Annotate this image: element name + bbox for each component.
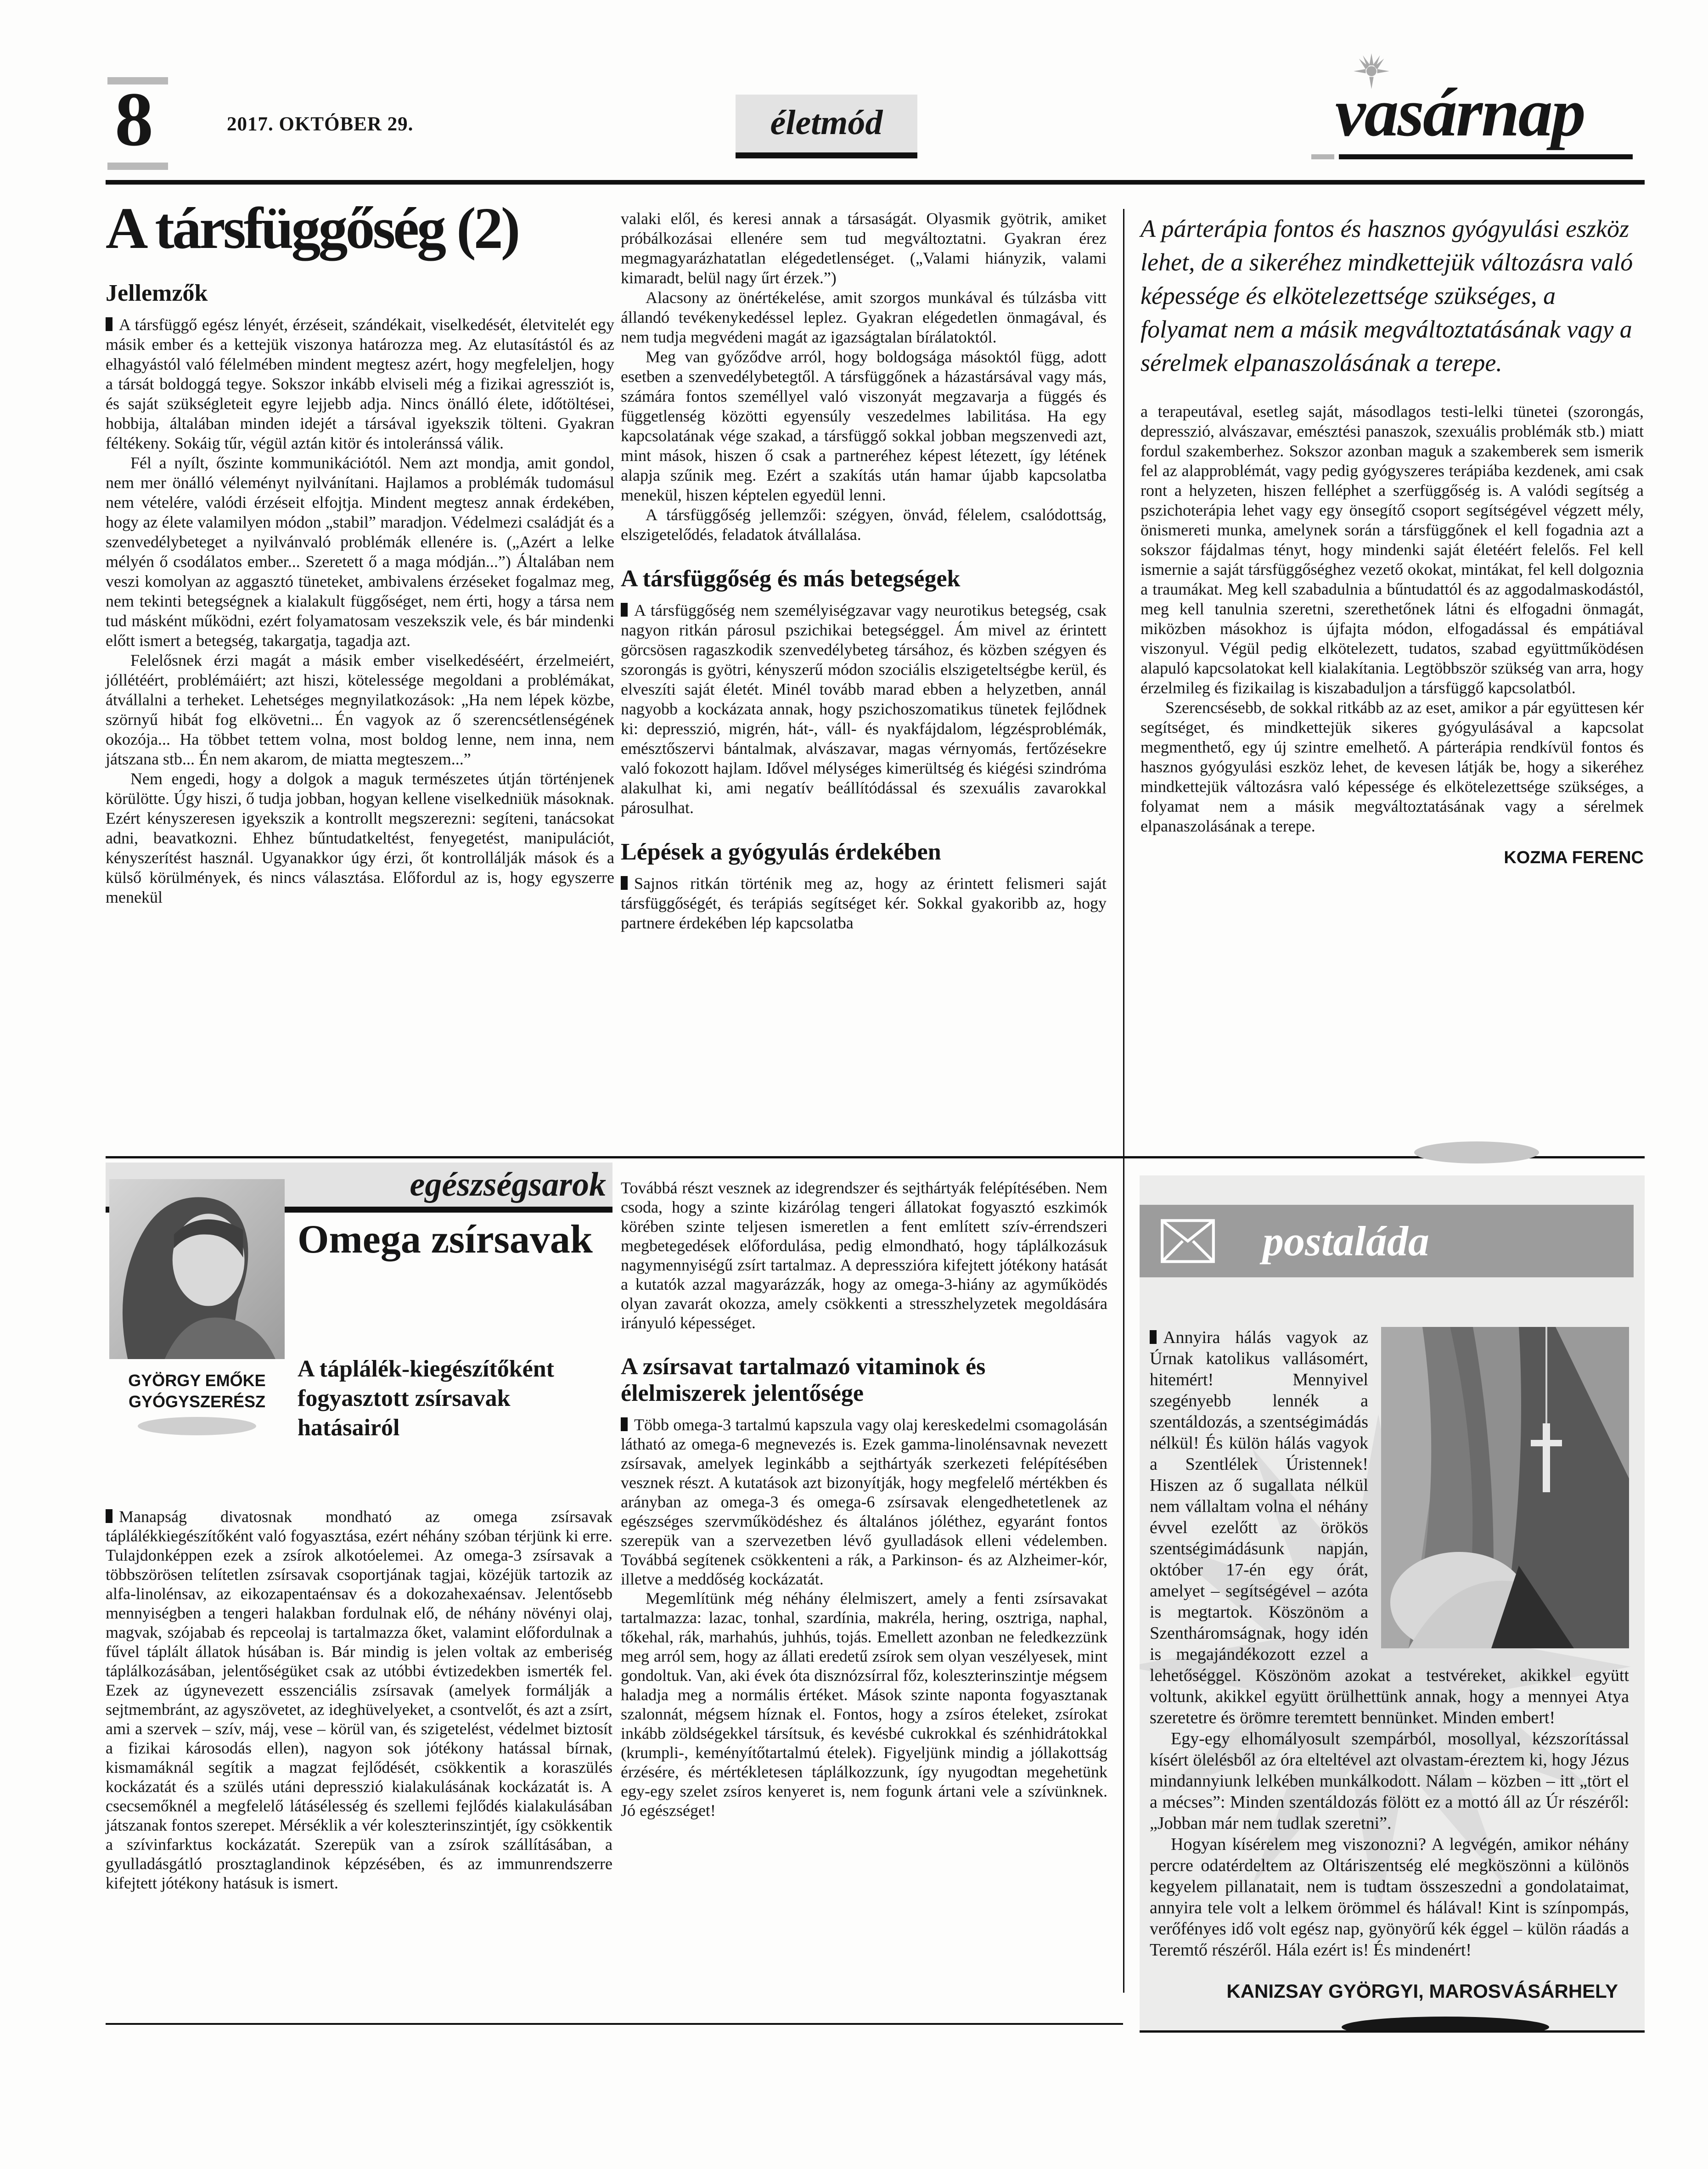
- page-number-bottom-bar: [107, 163, 168, 170]
- article-paragraph: Továbbá részt vesznek az idegrendszer és sejthártyák felépítésében. Nem csoda, hogy a szinte kizárólag tengeri állatokat fogyasztó eszkimók körében szinte teljesen ismeretlen a fent említett szív-érrendszeri megbetegedések előfordulása, pedig elmondható, hogy táplálkozásuk nagymennyiségű zsírt tartalmaz. A depresszióra kifejtett jótékony hatását a kutatók azzal magyarázzák, hogy az omega-3-hiány az agyműködés olyan zavarát okozza, amely csökkenti a stresszhelyzetek megoldására irányuló képességet.: [621, 1179, 1107, 1332]
- article-paragraph: A társfüggőség jellemzői: szégyen, önvád, félelem, csalódottság, elszigetelődés, feladatok átvállalása.: [621, 506, 1107, 544]
- health-col2-blocks: [621, 1178, 1107, 1820]
- pharmacist-portrait-photo: [109, 1179, 285, 1359]
- mailbox-module: [1140, 1175, 1645, 2033]
- article-paragraph: Megemlítünk még néhány élelmiszert, amely a fenti zsírsavakat tartalmazza: lazac, tonhal, szardínia, makréla, hering, osztriga, naphal, tőkehal, rák, marhahús, juhhús, tojás. Emellett azonban ne feledkezzünk meg arról sem, hogy az állati eredetű zsírok sem olyan veszélyesek, mint gondoltuk. Van, aki évek óta disznózsírral főz, koleszterinszintje mégsem haladja meg a normális értéket. Mások szinte naponta fogyasztanak szalonnát, mégsem híznak el. Fontos, hogy a zsíros ételeket, zsírokat inkább zöldségekkel társítsuk, és kevésbé cukrokkal és szénhidrátokkal (krumpli-, keményítőtartalmú ételek). Figyeljünk mindig a jóllakottság érzésére, és mértékletesen táplálkozzunk, így nyugodtan megehetünk egy-egy szelet zsíros kenyeret is, nem fogunk ártani vele a szívünknek. Jó egészséget!: [621, 1589, 1107, 1820]
- issue-date: 2017. OKTÓBER 29.: [227, 113, 414, 135]
- article-paragraph: Meg van győződve arról, hogy boldogsága másoktól függ, adott esetben a szenvedélybetegtől. A társfüggőnek a házastársával vagy más, számára fontos személlyel való viszonyát megzavarja a függés és függetlenség közötti egyensúly veszedelmes labilitása. Ha egy kapcsolatának vége szakad, a társfüggő sokkal jobban megszenvedi azt, mint mások, hiszen ő csak a partneréhez képest létezett, így létének alapja szűnik meg. Ezért a szakítás után hamar újabb kapcsolatba menekül, hiszen képtelen egyedül lenni.: [621, 348, 1107, 504]
- mailbox-banner: [1140, 1205, 1634, 1277]
- article-paragraph: Alacsony az önértékelése, amit szorgos munkával és túlzásba vitt állandó tevékenykedéssel leplez. Gyakran elégedetlen önmagával, és nem tudja megvédeni magát az igazságtalan bírálatoktól.: [621, 288, 1107, 346]
- section-subheading: Lépések a gyógyulás érdekében: [621, 839, 941, 865]
- main-article-column-2: [621, 209, 1107, 933]
- header-rule: [106, 180, 1645, 185]
- article-paragraph: Annyira hálás vagyok az Úrnak katolikus vallásomért, hitemért! Mennyivel szegényebb lennék a szentáldozás, a szentségimádás nélkül! És külön hálás vagyok a Szentlélek Úristennek! Hiszen az ő sugallata nélkül nem vállaltam volna el néhány évvel ezelőtt az örökös szentségimádásunk napján, október 17-én egy órát, amelyet – segítségével – azóta is megtartok. Köszönöm a Szentháromságnak, hogy idén is megajándékozott ezzel a lehetőséggel. Köszönöm azokat a testvéreket, akikkel együtt voltunk, akikkel együtt örülhettünk annak, hogy a mennyei Atya szeretetre és örömre teremtett bennünket. Minden embert!: [1150, 1328, 1629, 1727]
- mailbox-label: postaláda: [1263, 1218, 1429, 1264]
- caption-ellipse-decoration: [138, 1417, 256, 1435]
- mailbox-ellipse-decoration: [1342, 2017, 1549, 2033]
- section-badge-label: életmód: [770, 103, 883, 142]
- article-byline: KOZMA FERENC: [1504, 848, 1644, 867]
- main-col1-blocks: [106, 280, 614, 907]
- health-col1-blocks: [106, 1507, 612, 1893]
- bottom-rule: [106, 2023, 1123, 2025]
- health-headline: Omega zsírsavak: [298, 1217, 593, 1262]
- article-paragraph: Szerencsésebb, de sokkal ritkább az az eset, amikor a pár együttesen kér segítséget, és mindkettejük sikeres gyógyulásával a kapcsolat megmenthető, egy új szintre emelhető. A párterápia rendkívül fontos és hasznos gyógyulási eszköz lehet, de kevesen látják be, hogy a sikeréhez mindkettejük változásra való képessége és elkötelezettsége szükséges, a folyamat nem a másik megváltoztatásának vagy a sérelmek elpanaszolásának a terepe.: [1141, 698, 1644, 835]
- photo-caption: [109, 1370, 285, 1412]
- article-paragraph: Sajnos ritkán történik meg az, hogy az érintett felismeri saját társfüggőségét, és terápiás segítséget kér. Sokkal gyakoribb az, hogy partnere érdekében lép kapcsolatba: [621, 874, 1107, 932]
- article-paragraph: Manapság divatosnak mondható az omega zsírsavak táplálékkiegészítőként való fogyasztása, ezért néhány szóban térjünk ki erre. Tulajdonképpen ezek a zsírok alkotóelemei. Az omega-3 zsírsavak a többszörösen telítetlen zsírsavak csoportjának tagjai, közéjük tartozik az alfa-linolénsav, az eikozapentaénsav és a dokozahexaénsav. Jelentősebb mennyiségben a tengeri halakban fordulnak elő, de néhány növényi olaj, magvak, szójabab és repceolaj is tartalmazza őket, valamint előfordulnak a fűvel táplált állatok húsában is. Bár mindig is jelen voltak az emberiség táplálkozásában, jelentőségüket csak az utóbbi évtizedekben ismerték fel. Ezek az úgynevezett esszenciális zsírsavak (amelyek formálják a sejtmembránt, az agyszövetet, az ideghüvelyeket, a csontvelőt, és azt a zsírt, ami a szervek – szív, máj, vese – körül van, és szigetelést, védelmet biztosít a fizikai károsodás ellen), nagyon sok jótékony hatással bírnak, kismamáknál segítik a magzat fejlődését, csökkentik a koraszülés kockázatát és a szülés utáni depresszió kialakulásának kockázatát is. A csecsemőknél a megfelelő látásélesség és szellemi fejlődés kialakulásában játszanak fontos szerepet. Mérséklik a vér koleszterinszintjét, így csökkentik a szívinfarktus kockázatát. Szerepük van a zsírok szállításában, a gyulladásgátló prosztaglandinok képzésében, és az immunrendszerre kifejtett jótékony hatásuk is ismert.: [106, 1507, 612, 1892]
- masthead-gray-bar: [1311, 154, 1334, 159]
- section-subheading: Jellemzők: [106, 280, 208, 307]
- main-article-column-3: [1141, 212, 1644, 868]
- masthead-title: vasárnap: [1335, 74, 1584, 151]
- caption-role: GYÓGYSZERÉSZ: [128, 1392, 266, 1411]
- article-paragraph: valaki elől, és keresi annak a társaságát. Olyasmik gyötrik, amiket próbálkozásai ellenére sem tud megváltoztatni. Gyakran érez megmagyarázhatatlan elégedetlenséget. („Valami hiányzik, valami kimaradt, belül nagy űrt érzek.”): [621, 209, 1107, 287]
- letter-signature: KANIZSAY GYÖRGYI, MAROSVÁSÁRHELY: [1226, 1980, 1618, 2002]
- masthead: [1311, 73, 1651, 161]
- main-col3-blocks: [1141, 402, 1644, 836]
- divider-ellipse-decoration: [1414, 1141, 1539, 1163]
- article-paragraph: Felelősnek érzi magát a másik ember viselkedéséért, érzelmeiért, jóllétéért, problémáiért; azt hiszi, kötelessége megoldani a problémákat, átvállalni a terheket. Lehetséges megnyilatkozások: „Ha nem lépek közbe, szörnyű hibát fog elkövetni... Én vagyok az ő szerencsétlenségének okozója... Ha többet tettem volna, most boldog lenne, nem inna, nem játszana stb... Én nem akarom, de miatta megteszem...”: [106, 651, 614, 769]
- column-divider-rule: [1123, 209, 1124, 1993]
- article-paragraph: Több omega-3 tartalmú kapszula vagy olaj kereskedelmi csomagolásán látható az omega-6 megnevezés is. Ezek gamma-linolénsavnak nevezett zsírsavak, amelyek leginkább a sejthártyák szerkezeti felépítésében vesznek részt. A kutatások azt bizonyítják, hogy megfelelő mértékben és arányban az omega-3 és omega-6 zsírsavak elengedhetetlenek az egészséges szervműködéshez és általános jóléthez, egyaránt fontos szerepük van a szervezetben lévő gyulladások elleni védelemben. Továbbá segítenek csökkenteni a rák, a Parkinson- és az Alzheimer-kór, illetve a meddőség kockázatát.: [621, 1416, 1107, 1588]
- masthead-rule: [1339, 154, 1633, 159]
- page-number: 8: [115, 77, 153, 162]
- section-subheading: A társfüggőség és más betegségek: [621, 566, 961, 592]
- article-paragraph: Fél a nyílt, őszinte kommunikációtól. Nem azt mondja, amit gondol, nem mer önálló véleményt nyilvánítani. Hajlamos a problémák tudomásul nem vételére, valódi érzéseit elfojtja. Mindent megtesz annak érdekében, hogy az élete valamilyen módon „stabil” maradjon. Védelmezi családját és a szenvedélybeteget a nyilvánvaló problémák ellenére is. („Azért a lelke mélyén ő csodálatos ember... Szeretett ő a maga módján...”) Általában nem veszi komolyan az aggasztó tüneteket, ambivalens érzéseket fogalmaz meg, nem tekinti betegségnek a kialakult függőséget, nem érti, hogy a társa nem tud másként működni, ezért folyamatosam veszekszik vele, és bár mindenki előtt ismert a betegség, takargatja, tagadja azt.: [106, 454, 614, 650]
- article-title: A társfüggőség (2): [106, 196, 518, 261]
- health-column-2: [621, 1178, 1107, 1820]
- caption-name: GYÖRGY EMŐKE: [128, 1371, 266, 1390]
- section-badge: [736, 95, 917, 158]
- section-subheading: A zsírsavat tartalmazó vitaminok és élelmiszerek jelentősége: [621, 1354, 986, 1406]
- article-paragraph: Egy-egy elhomályosult szempárból, mosollyal, kézszorítással kísért ölelésből az óra elteltével azt olvastam-éreztem ki, hogy Jézus mindannyiunk lelkében munkálkodott. Nálam – közben – itt „tört el a mécses”: Minden szentáldozás fölött ez a mottó áll az Úr részéről: „Jobban már nem tudlak szeretni”.: [1150, 1729, 1629, 1833]
- health-column-1: [106, 1507, 612, 1893]
- envelope-icon: [1157, 1210, 1219, 1272]
- letter-photo: [1381, 1327, 1629, 1648]
- main-article-column-1: [106, 197, 614, 907]
- health-corner-label: egészségsarok: [410, 1166, 606, 1203]
- reader-letter: [1150, 1327, 1629, 2002]
- article-paragraph: a terapeutával, esetleg saját, másodlagos testi-lelki tünetei (szorongás, depresszió, alvászavar, emésztési panaszok, szexuális problémák stb.) miatt fordul szakemberhez. Sokszor azonban maguk a szakemberek sem ismerik fel az alapproblémát, vagy pedig gyógyszeres terápiába kezdenek, ami csak ront a helyzeten, hiszen felléphet a szerfüggőség is. A valódi segítség a pszichoterápia lehet vagy egy önsegítő csoport segítségével végzett mély, önismereti munka, amelynek során a társfüggőnek el kell fogadnia azt a sokszor fájdalmas tényt, hogy mindenki saját életéért felelős. Fel kell ismernie a saját társfüggőséghez vezető okokat, mintákat, fel kell dolgoznia a traumákat. Meg kell szabadulnia a bűntudattól és az aggodalmaskodástól, meg kell tanulnia szeretni, szerethetőnek látni és elfogadni önmagát, miközben másokhoz is újfajta módon, elfogadással és empátiával viszonyul. Végül pedig elkötelezett, tudatos, szabad együttműködésen alapuló kapcsolatokat kell kialakítania. Legtöbbször szükség van arra, hogy érzelmileg és fizikailag is kiszabaduljon a társfüggő kapcsolatból.: [1141, 402, 1644, 697]
- main-col2-blocks: [621, 209, 1107, 933]
- article-paragraph: A társfüggő egész lényét, érzéseit, szándékait, viselkedését, életvitelét egy másik ember és a kettejük viszonya határozza meg. Az elutasítástól és az elhagyástól való félelmében mindent megtesz azért, hogy megfeleljen, hogy a társát boldoggá tegye. Sokszor inkább elviseli még a fizikai agressziót is, és saját szükségleteit egyre lejjebb adja. Nincs önálló élete, időtöltései, hobbija, általában minden idejét a társával igyekszik tölteni. Gyakran féltékeny. Sokáig tűr, végül aztán kitör és intoleránssá válik.: [106, 315, 614, 453]
- article-paragraph: A társfüggőség nem személyiségzavar vagy neurotikus betegség, csak nagyon ritkán párosul pszichikai betegséggel. Ám mivel az érintett görcsösen ragaszkodik szenvedélybeteg társához, és közben szégyen és szorongás is gyötri, kényszerű módon szociális elszigeteltségbe kerül, és elveszíti saját életét. Minél tovább marad ebben a helyzetben, annál nagyobb a kockázata annak, hogy pszichoszomatikus tünetek fejlődnek ki: depresszió, migrén, hát-, váll- és nyakfájdalom, légzésproblémák, emésztőszervi bántalmak, alvászavar, magas vérnyomás, fertőzésekre való fokozott hajlam. Idővel mélységes kimerültség és kiégési szindróma alakulhat ki, ami negatív beállítódással és szexuális zavarokkal párosulhat.: [621, 601, 1107, 817]
- article-paragraph: Nem engedi, hogy a dolgok a maguk természetes útján történjenek körülötte. Úgy hiszi, ő tudja jobban, hogyan kellene viselkedniük másoknak. Ezért kényszeresen igyekszik a kontrollt megszerezni: segíteni, tanácsokat adni, beavatkozni. Ehhez bűntudatkeltést, fenyegetést, manipulációt, kényszerítést használ. Ugyanakkor úgy érzi, őt kontrollálják mások és a külső körülmények, és nincs választása. Előfordul az is, hogy egyszerre menekül: [106, 770, 614, 907]
- pull-quote: A párterápia fontos és hasznos gyógyulási eszköz lehet, de a sikeréhez mindkettejük változásra való képessége és elkötelezettsége szükséges, a folyamat nem a másik megváltoztatásának vagy a sérelmek elpanaszolásának a terepe.: [1141, 215, 1633, 376]
- section-divider-rule: [106, 1156, 1645, 1158]
- article-paragraph: Hogyan kísérelem meg viszonozni? A legvégén, amikor néhány percre odatérdeltem az Oltáriszentség elé megköszönni a különös kegyelem pillanatait, nem is tudtam összeszedni a gondolataimat, annyira tele volt a lelkem örömmel és hálával! Kint is színpompás, verőfényes idő volt egész nap, gyönyörű kék éggel – külön ráadás a Teremtő részéről. Hála ezért is! És mindenért!: [1150, 1835, 1629, 1960]
- health-subhead: A táplálék-kiegészítőként fogyasztott zsírsavak hatásairól: [298, 1356, 554, 1441]
